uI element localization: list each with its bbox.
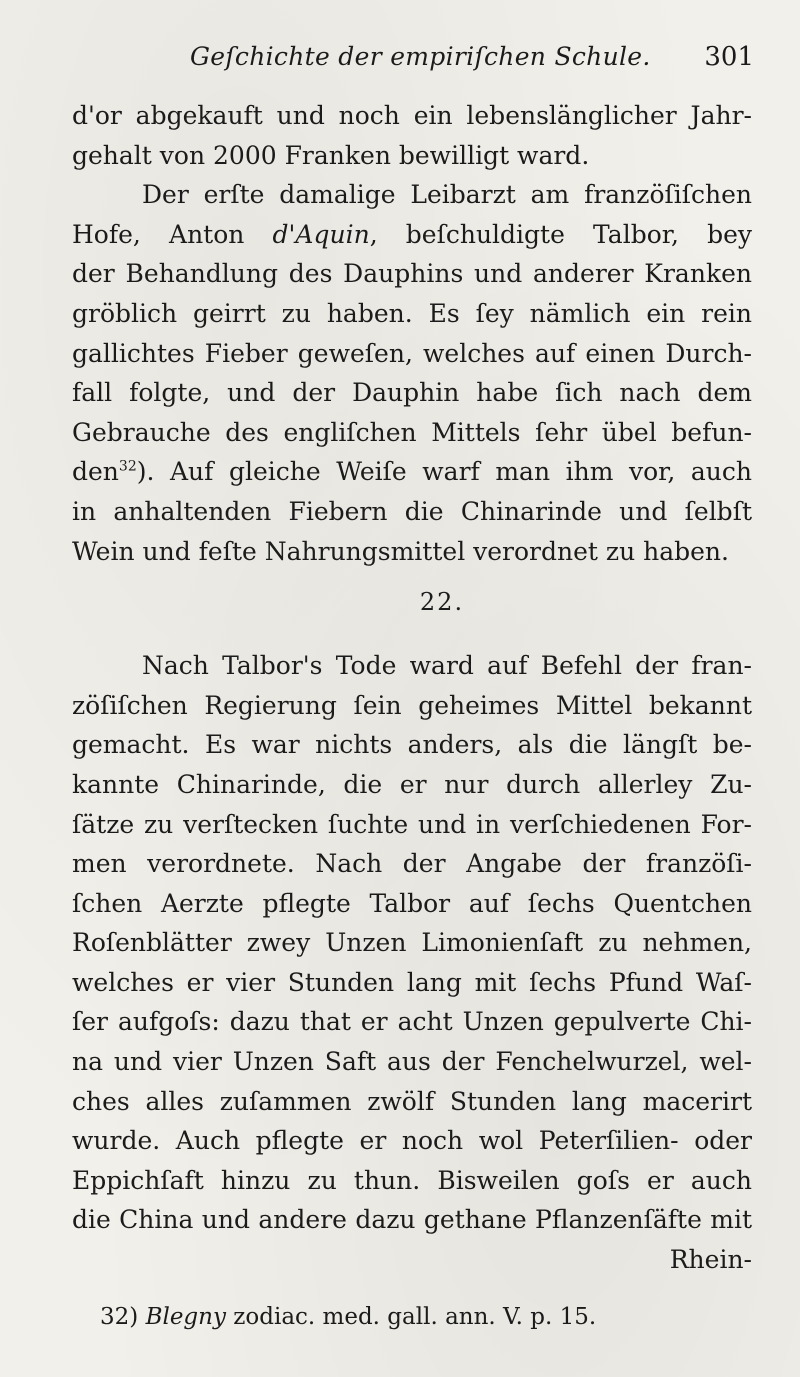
footnote-number: 32) [100,1304,139,1330]
text-line: wurde. Auch pflegte er noch wol Peterſilien- oder [72,1126,752,1156]
text-line: kannte Chinarinde, die er nur durch allerley Zu- [72,769,752,799]
page-header [150,42,760,82]
text-line: gehalt von 2000 Franken bewilligt ward. [72,140,590,170]
text-line: ſchen Aerzte pflegte Talbor auf ſechs Quentchen [72,888,752,918]
text-line: Wein und feſte Nahrungsmittel verordnet zu haben. [72,536,729,566]
text-line: ſätze zu verſtecken ſuchte und in verſchiedenen For- [72,809,752,839]
text-line: ches alles zuſammen zwölf Stunden lang macerirt [72,1086,752,1116]
text-line: ſer aufgoſs: dazu that er acht Unzen gepulverte Chi- [72,1007,752,1037]
footnote [100,1304,596,1330]
running-title: Geſchichte der empiriſchen Schule. [190,42,651,71]
text-line: gemacht. Es war nichts anders, als die längſt be- [72,730,752,760]
catchword: Rhein- [669,1245,752,1275]
text-fragment: Hofe, Anton [72,219,273,249]
text-line: d'or abgekauft und noch ein lebenslänglicher Jahr- [72,101,752,130]
text-fragment: , beſchuldigte Talbor, bey [369,219,752,249]
text-fragment: den [72,457,119,487]
text-line: Nach Talbor's Tode ward auf Befehl der fran- [142,651,752,681]
text-line: der Behandlung des Dauphins und anderer Kranken [72,259,752,289]
text-line: Eppichſaft hinzu zu thun. Bisweilen goſs er auch [72,1165,752,1195]
text-line: zöſiſchen Regierung ſein geheimes Mittel bekannt [72,690,752,720]
text-line: die China und andere dazu gethane Pflanzenſäfte mit [72,1205,752,1235]
text-line: welches er vier Stunden lang mit ſechs Pfund Waſ- [72,967,752,997]
text-line [72,452,752,492]
text-fragment: ). Auf gleiche Weiſe warf man ihm vor, auch [136,457,752,487]
text-line: gröblich geirrt zu haben. Es ſey nämlich ein rein [72,298,752,328]
body-text [72,96,752,1280]
page-number: 301 [704,42,754,72]
footnote-citation: zodiac. med. gall. ann. V. p. 15. [225,1304,597,1330]
text-line: in anhaltenden Fiebern die Chinarinde und ſelbſt [72,496,752,526]
text-line: Gebrauche des engliſchen Mittels ſehr übel befun- [72,417,752,447]
text-line: gallichtes Fieber geweſen, welches auf einen Durch- [72,338,752,368]
text-line: fall folgte, und der Dauphin habe ſich nach dem [72,378,752,408]
text-line [72,215,752,255]
footnote-author: Blegny [145,1304,226,1330]
text-line: men verordnete. Nach der Angabe der franzöſi- [72,849,752,879]
person-name: d'Aquin [272,219,370,249]
text-line: na und vier Unzen Saft aus der Fenchelwurzel, wel- [72,1047,752,1077]
footnote-reference: 32 [118,459,137,476]
text-line: Roſenblätter zwey Unzen Limonienſaft zu nehmen, [72,928,752,958]
text-line: Der erſte damalige Leibarzt am franzöſiſchen [142,180,752,210]
section-number: 22. [419,588,465,617]
